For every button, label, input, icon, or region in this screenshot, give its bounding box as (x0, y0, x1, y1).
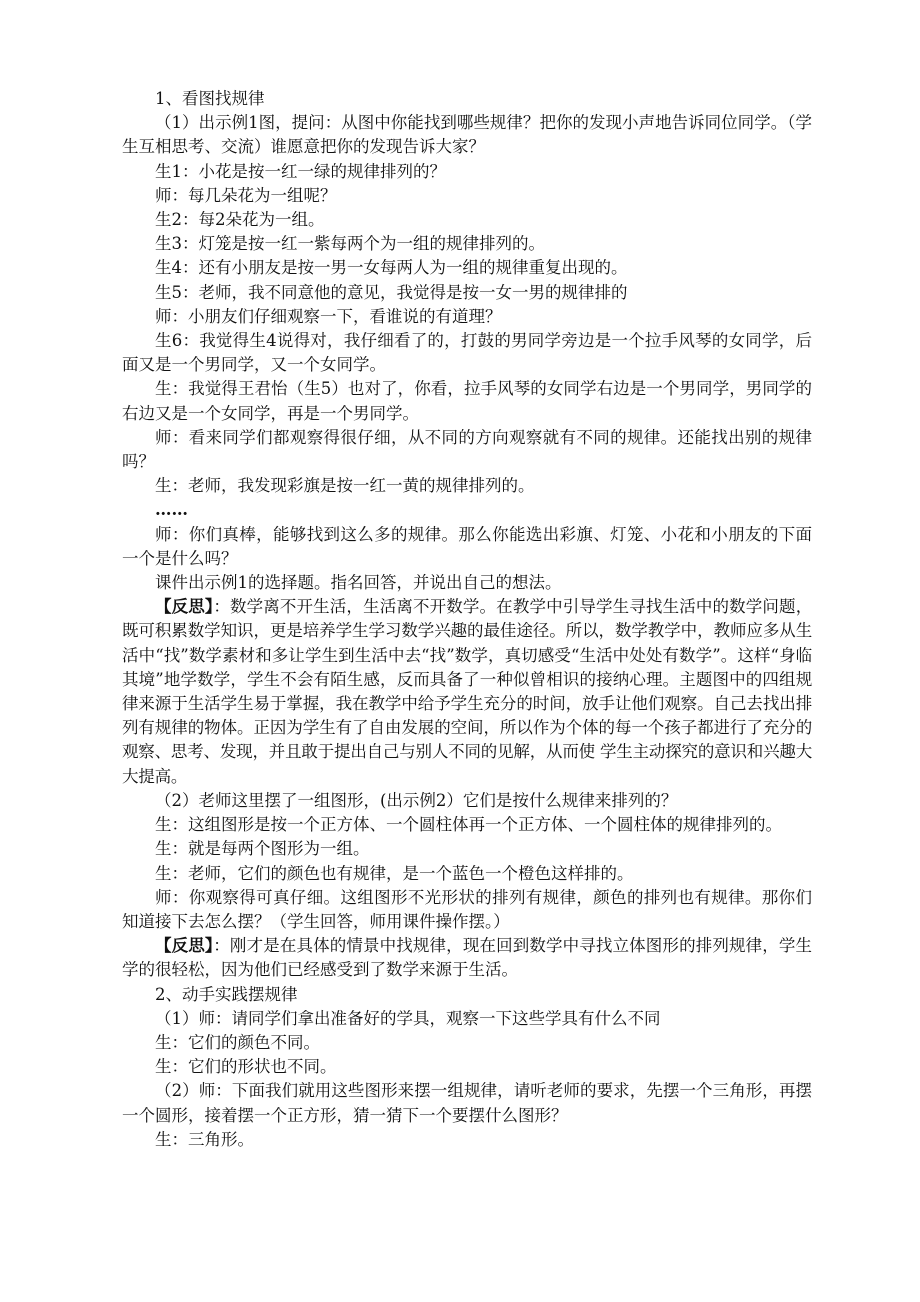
paragraph: 师：看来同学们都观察得很仔细，从不同的方向观察就有不同的规律。还能找出别的规律吗？ (122, 427, 812, 472)
paragraph: 生：这组图形是按一个正方体、一个圆柱体再一个正方体、一个圆柱体的规律排列的。 (155, 815, 782, 835)
reflection-text: ：数学离不开生活，生活离不开数学。在教学中引导学生寻找生活中的数学问题，既可积累数学知识，更是培养学生学习数学兴趣的最佳途径。所以，数学教学中，教师应多从生活中“找”数学素材和多让学生到生活中去“找”数学，真切感受“生活中处处有数学”。这样“身临其境”地学数学，学生不会有陌生感，反而具备了一种似曾相识的接纳心理。主题图中的四组规律来源于生活学生易于掌握，我在教学中给予学生充分的时间，放手让他们观察。自己去找出排列有规律的物体。正因为学生有了自由发展的空间，所以作为个体的每一个孩子都进行了充分的观察、思考、发现，并且敢于提出自己与别人不同的见解，从而使 学生主动探究的意识和兴趣大大提高。 (122, 597, 812, 786)
paragraph: 生：三角形。 (155, 1129, 254, 1149)
reflection-paragraph (122, 934, 812, 982)
paragraph: 生1：小花是按一红一绿的规律排列的？ (155, 161, 446, 181)
paragraph: 生：我觉得王君怡（生5）也对了，你看，拉手风琴的女同学右边是一个男同学，男同学的右边又是一个女同学，再是一个男同学。 (122, 379, 812, 423)
document-body (122, 87, 812, 1152)
reflection-tag: 【反思】 (155, 597, 214, 617)
section-heading-2: 2、动手实践摆规律 (155, 984, 298, 1004)
paragraph: 师：你们真棒，能够找到这么多的规律。那么你能选出彩旗、灯笼、小花和小朋友的下面一个是什么吗？ (122, 524, 812, 568)
paragraph: 生：它们的颜色不同。 (155, 1032, 320, 1052)
paragraph: 师：你观察得可真仔细。这组图形不光形状的排列有规律，颜色的排列也有规律。那你们知道接下去怎么摆？（学生回答，师用课件操作摆。） (122, 887, 812, 931)
paragraph: 师：每几朵花为一组呢？ (155, 185, 337, 205)
paragraph: 课件出示例1的选择题。指名回答，并说出自己的想法。 (155, 573, 562, 593)
paragraph: （2）老师这里摆了一组图形，(出示例2）它们是按什么规律来排列的？ (155, 790, 678, 810)
ellipsis-line: …… (155, 500, 188, 520)
paragraph: 生：它们的形状也不同。 (155, 1057, 337, 1077)
paragraph: 生2：每2朵花为一组。 (155, 210, 325, 230)
paragraph: （1）师：请同学们拿出准备好的学具，观察一下这些学具有什么不同 (155, 1008, 661, 1028)
section-heading-1: 1、看图找规律 (155, 89, 265, 108)
paragraph: 生：就是每两个图形为一组。 (155, 839, 370, 859)
reflection-tag: 【反思】 (155, 936, 214, 956)
paragraph: 生：老师，我发现彩旗是按一红一黄的规律排列的。 (155, 476, 535, 496)
paragraph: 生：老师，它们的颜色也有规律，是一个蓝色一个橙色这样排的。 (155, 863, 634, 883)
paragraph: 生3：灯笼是按一红一紫每两个为一组的规律排列的。 (155, 234, 545, 254)
paragraph: （2）师：下面我们就用这些图形来摆一组规律，请听老师的要求，先摆一个三角形，再摆一个圆形，接着摆一个正方形，猜一猜下一个要摆什么图形？ (122, 1081, 812, 1125)
reflection-text: ：刚才是在具体的情景中找规律，现在回到数学中寻找立体图形的排列规律，学生学的很轻松，因为他们已经感受到了数学来源于生活。 (122, 936, 813, 980)
reflection-paragraph (122, 595, 812, 789)
paragraph: 生5：老师，我不同意他的意见，我觉得是按一女一男的规律排的 (155, 282, 628, 302)
paragraph: 生4：还有小朋友是按一男一女每两人为一组的规律重复出现的。 (155, 258, 628, 278)
paragraph: （1）出示例1图，提问：从图中你能找到哪些规律？把你的发现小声地告诉同位同学。（学生互相思考、交流）谁愿意把你的发现告诉大家？ (122, 113, 812, 157)
paragraph: 生6：我觉得生4说得对，我仔细看了的，打鼓的男同学旁边是一个拉手风琴的女同学，后面又是一个男同学，又一个女同学。 (122, 331, 812, 375)
paragraph: 师：小朋友们仔细观察一下，看谁说的有道理？ (155, 306, 502, 326)
